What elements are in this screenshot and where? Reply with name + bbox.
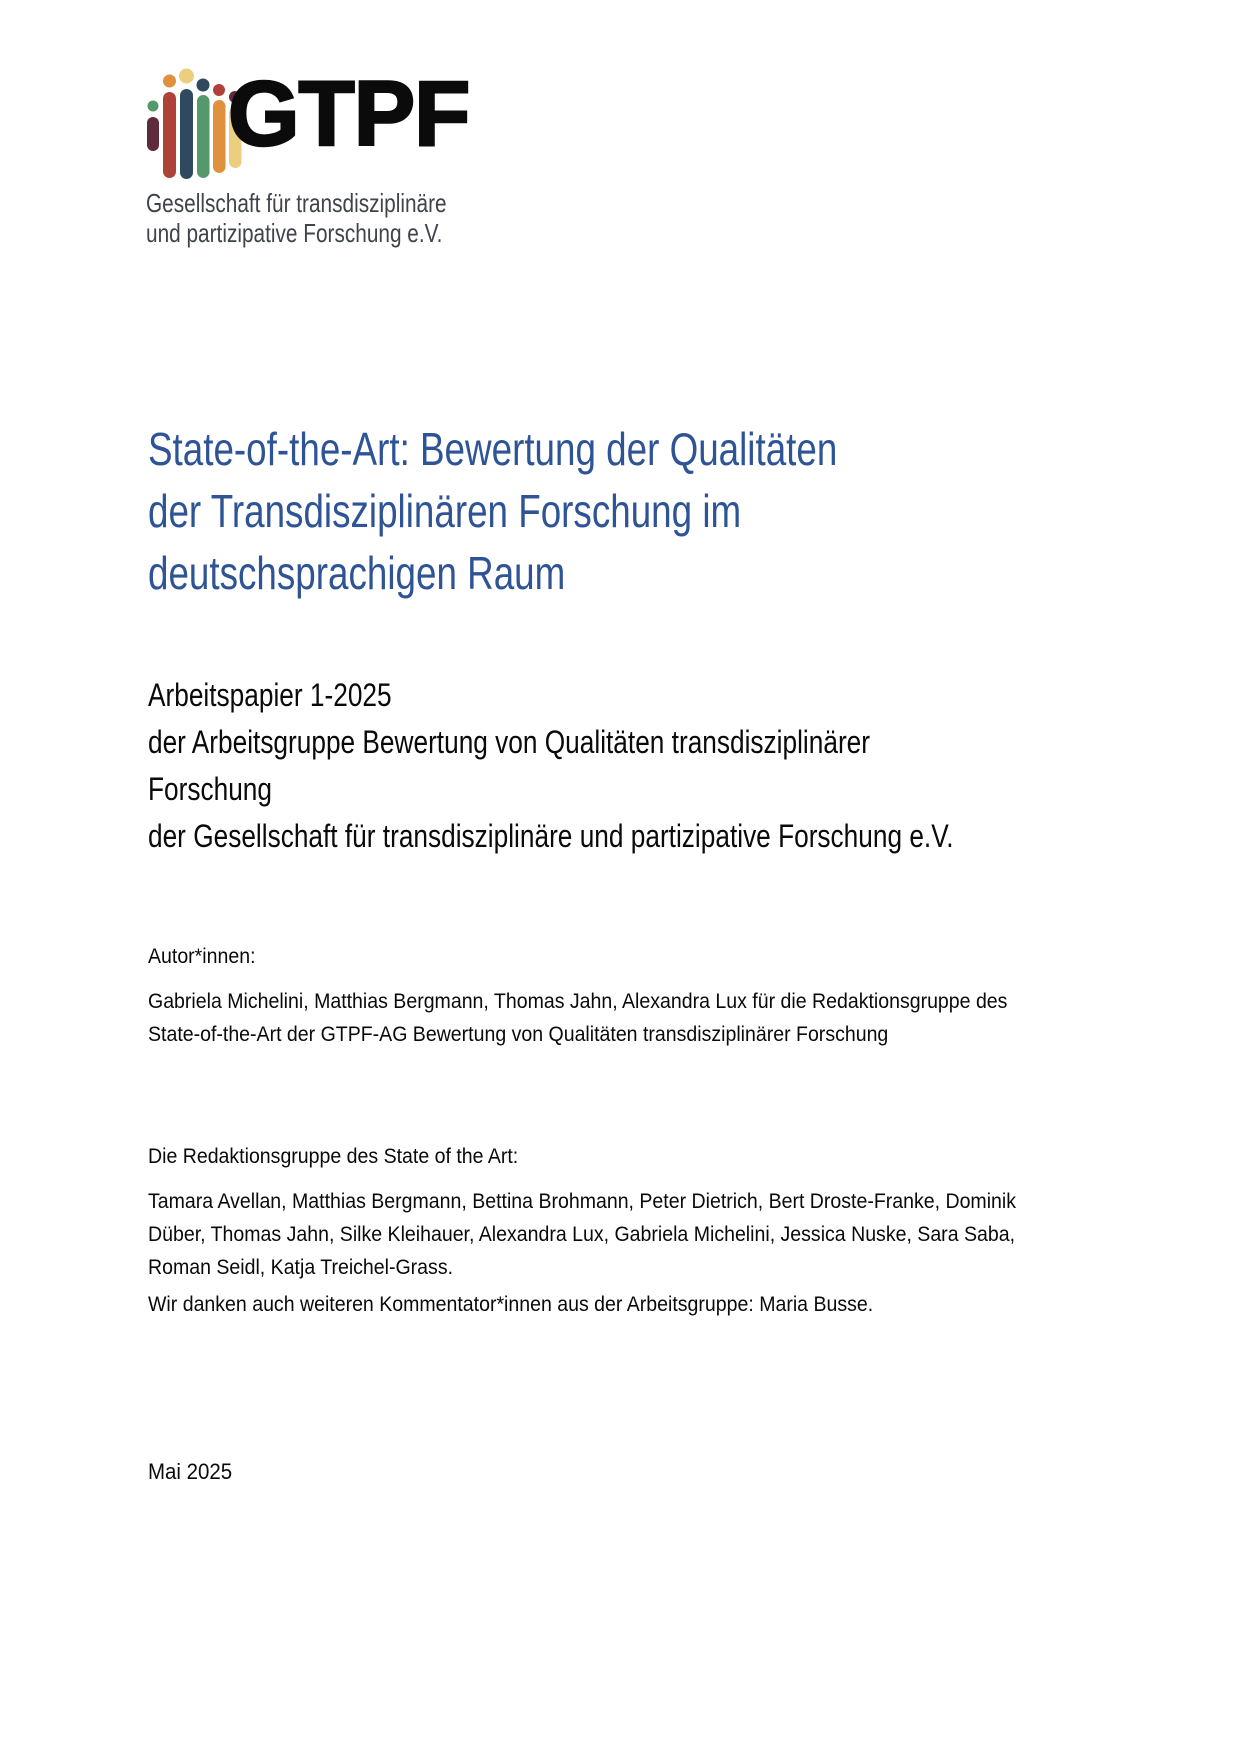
editorial-heading: Die Redaktionsgruppe des State of the Art: (148, 1145, 519, 1168)
authors-paragraph (148, 985, 1072, 1051)
edition-line: Arbeitspapier 1-2025 (148, 677, 392, 713)
acknowledgement-line: Wir danken auch weiteren Kommentator*innen aus der Arbeitsgruppe: Maria Busse. (148, 1293, 874, 1316)
title-line: deutschsprachigen Raum (148, 547, 566, 599)
edition-line: der Gesellschaft für transdisziplinäre und partizipative Forschung e.V. (148, 818, 954, 854)
edition-block (148, 672, 1130, 860)
authors-line: State-of-the-Art der GTPF-AG Bewertung von Qualitäten transdisziplinärer Forschung (148, 1023, 889, 1046)
edition-line: Forschung (148, 771, 272, 807)
logo-subtitle (146, 188, 522, 248)
logo-subtitle-line: Gesellschaft für transdisziplinäre (146, 188, 447, 218)
title-line: State-of-the-Art: Bewertung der Qualitäten (148, 423, 838, 475)
publication-date: Mai 2025 (148, 1459, 233, 1484)
authors-line: Gabriela Michelini, Matthias Bergmann, Thomas Jahn, Alexandra Lux für die Redaktionsgruppe des (148, 990, 1008, 1013)
editorial-paragraph (148, 1185, 1081, 1284)
title-line: der Transdisziplinären Forschung im (148, 485, 742, 537)
authors-heading: Autor*innen: (148, 945, 256, 968)
editorial-line: Düber, Thomas Jahn, Silke Kleihauer, Alexandra Lux, Gabriela Michelini, Jessica Nuske, Sara Saba, (148, 1223, 1016, 1246)
edition-line: der Arbeitsgruppe Bewertung von Qualitäten transdisziplinärer (148, 724, 871, 760)
editorial-line: Roman Seidl, Katja Treichel-Grass. (148, 1256, 454, 1279)
document-title (148, 418, 1010, 604)
gtpf-logo (0, 0, 1240, 280)
editorial-line: Tamara Avellan, Matthias Bergmann, Bettina Brohmann, Peter Dietrich, Bert Droste-Franke, Dominik (148, 1190, 1017, 1213)
gtpf-wordmark: GTPF (228, 63, 470, 165)
logo-subtitle-line: und partizipative Forschung e.V. (146, 218, 443, 248)
